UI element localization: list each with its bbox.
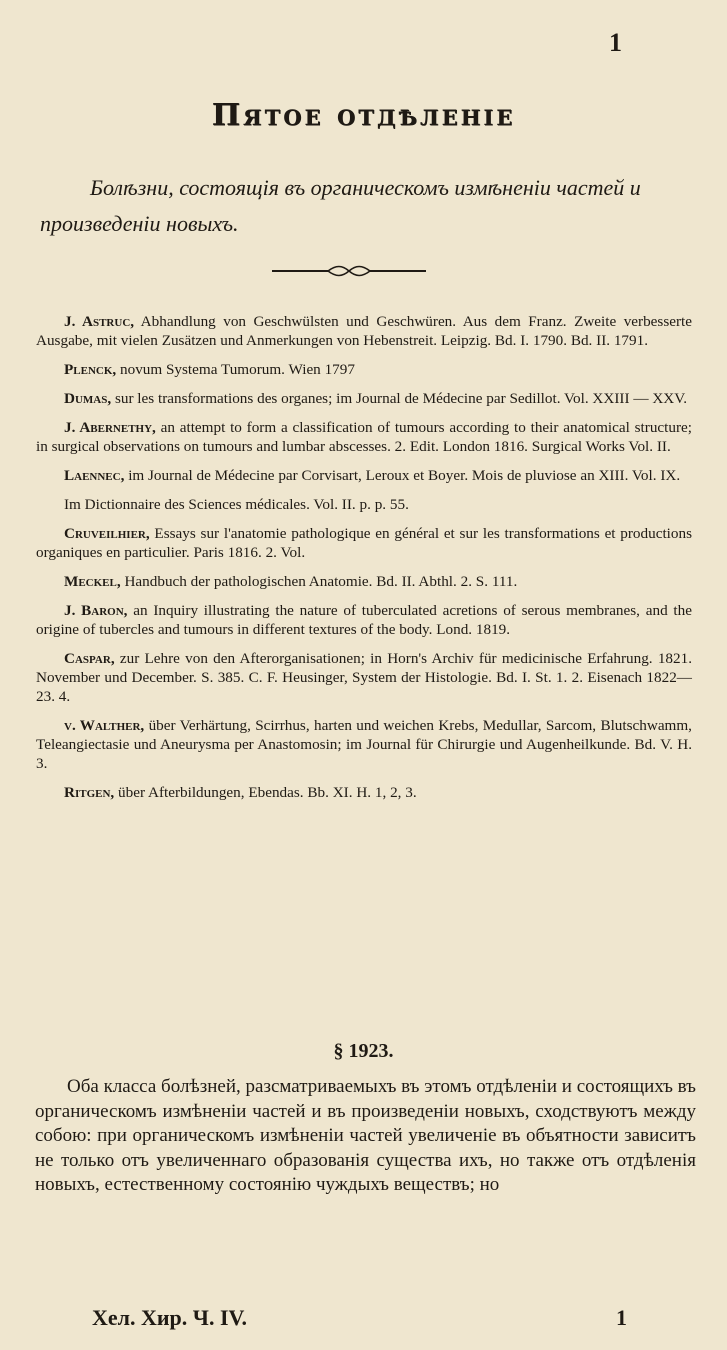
ref-text: sur les transformations des organes; im Journal de Médecine par Sedillot. Vol. XXIII — XXV. bbox=[111, 390, 688, 407]
ref-author: J. Baron, bbox=[64, 602, 128, 619]
bibliography-entry bbox=[36, 783, 692, 802]
ref-author: J. Abernethy, bbox=[64, 419, 156, 436]
ref-text: novum Systema Tumorum. Wien 1797 bbox=[116, 361, 355, 378]
ref-author: Cruveilhier, bbox=[64, 525, 150, 542]
ref-text: Im Dictionnaire des Sciences médicales. Vol. II. p. p. 55. bbox=[64, 496, 409, 513]
ref-author: Caspar, bbox=[64, 650, 115, 667]
bibliography-entry bbox=[36, 572, 692, 591]
divider-ornament bbox=[270, 264, 428, 278]
ref-text: Essays sur l'anatomie pathologique en général et sur les transformations et productions organiques en particulier. Paris 1816. 2. Vol. bbox=[36, 525, 692, 561]
section-subtitle: Болѣзни, состоящія въ органическомъ измѣненіи частей и произведеніи новыхъ. bbox=[40, 175, 641, 236]
bibliography-entry bbox=[36, 649, 692, 706]
ref-text: Abhandlung von Geschwülsten und Geschwüren. Aus dem Franz. Zweite verbesserte Ausgabe, mit vielen Zusätzen und Anmerkungen von Hebenstreit. Leipzig. Bd. I. 1790. Bd. II. 1791. bbox=[36, 313, 692, 349]
page-number: 1 bbox=[609, 28, 622, 57]
ref-text: an Inquiry illustrating the nature of tuberculated acretions of serous membranes, and the origine of tubercles and tumours in different textures of the body. Lond. 1819. bbox=[36, 602, 692, 638]
ref-author: Ritgen, bbox=[64, 784, 115, 801]
bibliography-entry bbox=[36, 495, 692, 514]
ref-author: Plenck, bbox=[64, 361, 117, 378]
page-footer bbox=[0, 1305, 727, 1337]
ref-author: Dumas, bbox=[64, 390, 112, 407]
section-title: Пятое отдѣленіе bbox=[211, 98, 516, 133]
bibliography-entry bbox=[36, 312, 692, 350]
bibliography-entry bbox=[36, 389, 692, 408]
ref-author: v. Walther, bbox=[64, 717, 145, 734]
ref-text: über Afterbildungen, Ebendas. Bb. XI. H. 1, 2, 3. bbox=[114, 784, 417, 801]
paragraph-number: § 1923. bbox=[333, 1040, 394, 1062]
ref-text: Handbuch der pathologischen Anatomie. Bd. II. Abthl. 2. S. 111. bbox=[120, 573, 518, 590]
bibliography bbox=[36, 312, 692, 812]
bibliography-entry bbox=[36, 716, 692, 773]
footer-sheet-number: 1 bbox=[616, 1305, 627, 1330]
ref-text: über Verhärtung, Scirrhus, harten und weichen Krebs, Medullar, Sarcom, Blutschwamm, Teleangiectasie und Aneurysma per Anastomosin; im Journal für Chirurgie und Augenheilkunde. Bd. V. H. 3. bbox=[36, 717, 692, 772]
ref-author: Meckel, bbox=[64, 573, 121, 590]
ref-text: an attempt to form a classification of tumours according to their anatomical structure; in surgical observations on tumours and lumbar abscesses. 2. Edit. London 1816. Surgical Works Vol. II. bbox=[36, 419, 692, 455]
ref-author: J. Astruc, bbox=[64, 313, 135, 330]
footer-signature: Хел. Хир. Ч. IV. bbox=[92, 1305, 248, 1330]
bibliography-entry bbox=[36, 466, 692, 485]
ref-text: zur Lehre von den Afterorganisationen; in Horn's Archiv für medicinische Erfahrung. 1821. November und December. S. 385. C. F. Heusinger, System der Histologie. Bd. I. St. 1. 2. Eisenach 1822—23. 4. bbox=[36, 650, 692, 705]
bibliography-entry bbox=[36, 360, 692, 379]
bibliography-entry bbox=[36, 601, 692, 639]
ref-text: im Journal de Médecine par Corvisart, Leroux et Boyer. Mois de pluviose an XIII. Vol. IX. bbox=[124, 467, 681, 484]
bibliography-entry bbox=[36, 524, 692, 562]
bibliography-entry bbox=[36, 418, 692, 456]
ref-author: Laennec, bbox=[64, 467, 125, 484]
paragraph-body: Оба класса болѣзней, разсматриваемыхъ въ этомъ отдѣленіи и состоящихъ въ органическомъ измѣненіи частей и въ произведеніи новыхъ, сходствуютъ между собою: при органическомъ измѣненіи частей увеличеніе въ объятности зависитъ не только отъ увеличеннаго образованія существа ихъ, но также отъ отдѣленія новыхъ, естественному состоянію чуждыхъ веществъ; но bbox=[35, 1076, 696, 1195]
